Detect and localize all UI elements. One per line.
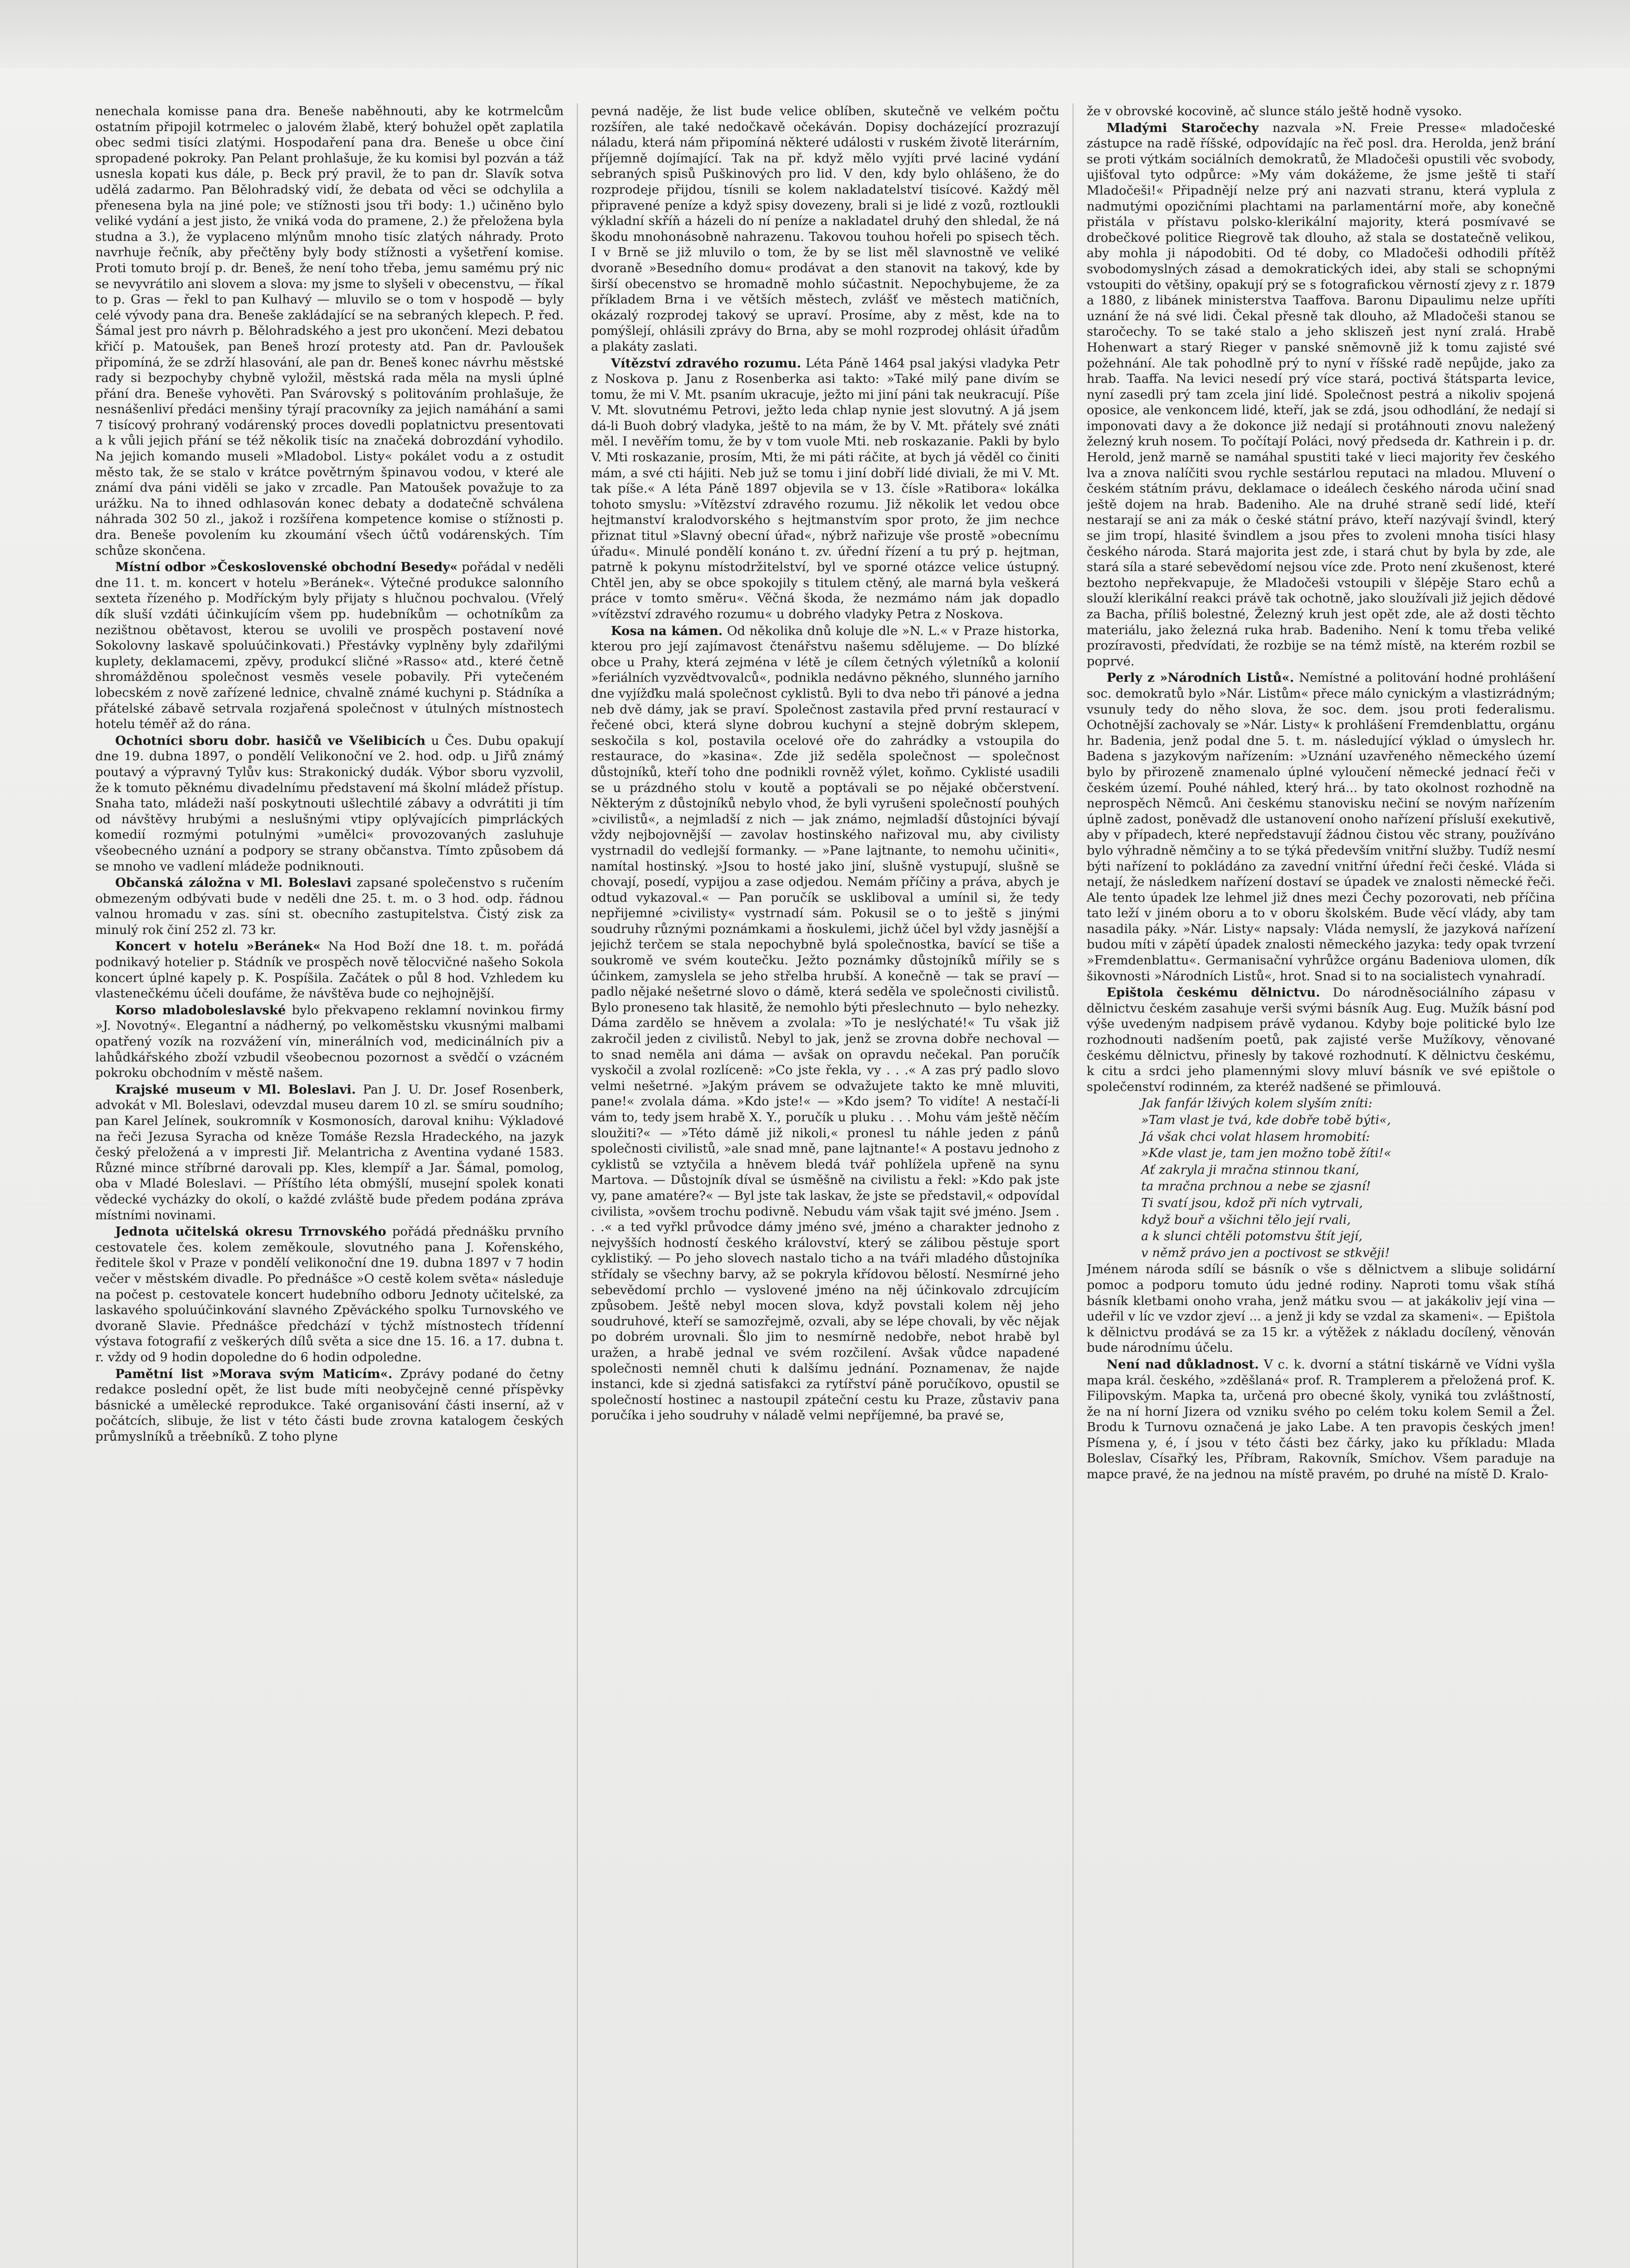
- poem-line: [1141, 1112, 1555, 1128]
- poem-line: [1141, 1162, 1555, 1178]
- article-text: Do národněsociálního zápasu v dělnictvu českém zasahuje verši svými básník Aug. Eug. Mužík básní pod výše uvedeným nadpisem právě vydanou. Kdyby boje politické bylo lze rozhodnouti nadšením poetů, pak zajisté verše Mužíkovy, věnované českému dělnictvu, přinesly by takové rozhodnutí. K dělnictvu českému, k citu a srdci jeho plamennými slovy mluví básník ve své epištole o společenství rodinném, za kteréž nadšené se přimlouvá.: [1087, 985, 1555, 1094]
- article-text: když bouř a všichni tělo její rvali,: [1141, 1212, 1351, 1227]
- article-paragraph: [95, 733, 564, 874]
- poem-line: [1141, 1129, 1555, 1145]
- article-paragraph: [95, 559, 564, 732]
- article-text: pořádá přednášku prvního cestovatele čes. kolem zeměkoule, slovutného pana J. Kořenského, ředitele škol v Praze v pondělí velikonoční dne 19. dubna 1897 v 7 hodin večer v městském divadle. Po přednášce »O cestě kolem světa« následuje na počest p. cestovatele koncert hudebního odboru Jednoty učitelské, za laskavého spoluúčinkování slavného Zpěváckého spolku Turnovského ve dvoraně Slavie. Přednášce předchází v týchž místnostech třídenní výstava fotografií z veškerých dílů světa a sice dne 15. 16. a 17. dubna t. r. vždy od 9 hodin dopoledne do 6 hodin odpoledne.: [95, 1224, 564, 1364]
- article-text: pořádal v neděli dne 11. t. m. koncert v hotelu »Beránek«. Výtečné produkce salonního sexteta řízeného p. Modříckým byly přijaty s hlučnou pochvalou. (Vřelý dík sluší vzdáti účinkujícím všem pp. hudebníkům — ochotníkům za nezištnou obětavost, kterou se uvolili ve prospěch postavení nové Sokolovny laskavě spoluúčinkovati.) Přestávky vyplněny byly zdařilými kuplety, deklamacemi, zpěvy, produkcí sličné »Rasso« atd., které četně shromážděnou společnost vesměs vesele pobavily. Při vytečeném lobecském z nově zařízené lednice, chvalně známé kuchyni p. Stádníka a přátelské zábavě setrvala rozjařená společnost v útulných místnostech hotelu téměř až do rána.: [95, 560, 564, 732]
- column-divider: [1073, 103, 1074, 2268]
- poem-line: [1141, 1212, 1555, 1228]
- article-text: »Tam vlast je tvá, kde dobře tobě býti«,: [1141, 1113, 1391, 1127]
- article-heading: Není nad důkladnost.: [1107, 1357, 1259, 1372]
- poem-line: [1141, 1178, 1555, 1194]
- article-paragraph: [95, 1082, 564, 1223]
- poem-line: [1141, 1245, 1555, 1261]
- article-text: Od několika dnů koluje dle »N. L.« v Praze historka, kterou pro její zajímavost čtenářstvu našemu sdělujeme. — Do blízké obce u Prahy, která zejména v létě je cílem četných výletníků a kolonií »feriálních vyzvědtvovalců«, podnikla nedávno pěkného, slunného jarního dne vyjížďku malá společnost cyklistů. Byli to dva nebo tři pánové a jedna neb dvě dámy, jak se praví. Společnost zastavila před první restaurací v řečené obci, která slyne dobrou kuchyní a stejně dobrým sklepem, seskočila s kol, postavila ocelové oře do zahrádky a vstoupila do restaurace, do »kasina«. Zde již seděla společnost — společnost důstojníků, kteří toho dne podnikli rovněž výlet, koňmo. Cyklisté usadili se u prázdného stolu v koutě a poptávali se po nějaké občerstvení. Některým z důstojníků nebylo vhod, že byli vyrušeni společností pouhých »civilistů«, a nejmladší z nich — jak známo, nejmladší důstojníci bývají vždy nejbojovnější — zavolav hostinského nařizoval mu, aby civilisty vystrnadil do vedlejší formanky. — »Pane lajtnante, to nemohu učiniti«, namítal hostinský. »Jsou to hosté jako jiní, slušně vystupují, slušně se chovají, posedí, vypijou a zase odjedou. Nemám příčiny a práva, abych je odtud vykazoval.« — Pan poručík se uskliboval a umínil si, že tedy nepřijemné »civilisty« vystrnadí sám. Pokusil se o to ještě s jinými soudruhy různými poznámkami a ňoskulemi, jichž účel byl vždy jasnější a jejichž terčem se stala nepochybně bylá společnostka, bavící se tiše a soukromě ve svém koutečku. Ježto poznámky důstojníků mířily se s účinkem, zamyslela se jeho střelba hrubší. A konečně — tak se praví — padlo nějaké nešetrné slovo o dámě, která seděla ve společnosti civilistů. Bylo proneseno tak hlasitě, že nemohlo býti přeslechnuto — bylo nehezky. Dáma zardělo se hněvem a zvolala: »To je neslýchaté!« Tu však již zakročil jeden z civilistů. Nebyl to jak, jenž se zrovna dobře nechoval — to snad neměla ani dáma — avšak on opravdu nečekal. Pan poručík vyskočil a zvolal rozlíceně: »Co jste řekla, vy . . .« A zas prý padlo slovo velmi nešetrné. »Jakým právem se odvažujete takto ke mně mluviti, pane!« zvolala dáma. »Kdo jste!« — »Kdo jsem? To vidíte! A nestačí-li vám to, tedy jsem hrabě X. Y., poručík u pluku . . . Mohu vám ještě něčím sloužiti?« — »Této dámě již nikoli,« pronesl tu náhle jeden z pánů společnosti civilistů, »ale snad mně, pane lajtnante!« A postavu jednoho z cyklistů se vztyčila a hněvem bledá tvář pohlížela upřeně na synu Martova. — Důstojník díval se úsměšně na civilistu a řekl: »Kdo pak jste vy, pane amatére?« — Byl jste tak laskav, že jste se představil,« odpovídal civilista, »ovšem trochu podivně. Nebudu vám však tajit své jméno. Jsem . . .« a ted vyřkl průvodce dámy jméno své, jméno a charakter jednoho z nejvyšších hodností českého království, který se zálibou pěstuje sport cyklistiký. — Po jeho slovech nastalo ticho a na tváři mladého důstojníka střídaly se všechny barvy, až se pokryla křídovou bělostí. Nesmírné jeho sebevědomí prchlo — vyslovené jméno na něj účinkovalo zdrcujícím způsobem. Ještě nebyl mocen slova, když povstali kolem něj jeho soudruhové, kteří se samozřejmě, ozvali, aby se lépe chovali, by věc nějak po dobrém urovnali. Šlo jim to nesmírně nedobře, nebot hrabě byl uražen, a hrabě jednal ve svém rozčilení. Avšak vůdce napadené společnosti nemněl chuti k dalšímu jednání. Poznamenav, že najde instanci, kde si zjedná satisfakci za rytířství páně poručíkovo, opustil se společností hostinec a nastoupil zpáteční cestu ku Praze, zůstaviv pana poručíka i jeho soudruhy v náladě velmi nepříjemné, ba pravé se,: [591, 623, 1059, 1423]
- article-text: Já však chci volat hlasem hromobití:: [1141, 1129, 1370, 1144]
- article-text: ta mračna prchnou a nebe se zjasní!: [1141, 1179, 1371, 1194]
- article-heading: Místní odbor »Československé obchodní Besedy«: [115, 560, 458, 575]
- article-text: že v obrovské kocovině, ač slunce stálo ještě hodně vysoko.: [1087, 104, 1462, 118]
- article-heading: Vítězství zdravého rozumu.: [611, 356, 801, 371]
- article-paragraph: [1087, 1357, 1555, 1482]
- article-paragraph: [1087, 670, 1555, 984]
- column-left: [95, 103, 564, 2268]
- poem-line: [1141, 1228, 1555, 1244]
- article-paragraph: [591, 356, 1059, 622]
- article-paragraph: [95, 1366, 564, 1445]
- article-heading: Občanská záložna v Ml. Boleslavi: [115, 875, 352, 890]
- article-heading: Jednota učitelská okresu Trrnovského: [115, 1224, 386, 1239]
- article-heading: Korso mladoboleslavské: [115, 1002, 286, 1017]
- article-paragraph: [591, 103, 1059, 355]
- article-paragraph: [1087, 120, 1555, 670]
- article-heading: Mladými Staročechy: [1107, 120, 1259, 135]
- article-text: u Čes. Dubu opakují dne 19. dubna 1897, o pondělí Velikonoční ve 2. hod. odp. u Jiřů známý poutavý a výpravný Tylův kus: Strakonický dudák. Výbor sboru vyzvolil, že k tomuto pěknému divadelnímu představení má školní mládež přístup. Snaha tato, mládeži naší poskytnouti ušlechtilé zábavy a odvrátiti ji tím od návštěvy hrubými a neslušnými vtipy oplývajících pimprláckých komedií rozmými potulnými »umělci« provozovaných zasluhuje všeobecného uznání a podpory se strany občanstva. Tímto způsobem dá se mnoho ve vadlení mládeže podniknouti.: [95, 733, 564, 874]
- page-top-edge: [0, 0, 1630, 68]
- article-heading: Epištola českému dělnictvu.: [1107, 985, 1320, 1000]
- text-columns: [95, 103, 1556, 2268]
- article-paragraph: [95, 1002, 564, 1081]
- article-text: a k slunci chtěli potomstvu štít její,: [1141, 1229, 1363, 1244]
- article-text: nenechala komisse pana dra. Beneše naběhnouti, aby ke kotrmelcům ostatním připojil kotrmelec o jalovém žlabě, který bohužel opět zaplatila obec sedmi tisíci zlatými. Hospodaření pana dra. Beneše u obce činí spropadené pokroky. Pan Pelant prohlašuje, že ku komisi byl pozván a táž usnesla kopati kus dále, p. Beck prý pravil, že to pan dr. Slavík sotva udělá zadarmo. Pan Bělohradský vidí, že debata od věci se odchylila a přenesena byla na jiné pole; ve stížnosti jsou tři body: 1.) učiněno bylo veliké vydání a jest jisto, že vniká voda do pramene, 2.) že přeložena byla studna a 3.), že vyplaceno mlýnům mnoho tisíc zlatých náhrady. Proto navrhuje řečník, aby přečtěny byly body stížnosti a vyšetření komise. Proti tomuto brojí p. dr. Beneš, že není toho třeba, jemu samému prý nic se nevyvrátilo ani slovem a slova: my jsme to slyšeli v obecenstvu, — říkal to p. Gras — řekl to pan Kulhavý — mluvilo se o tom v hospodě — byly celé vývody pana dra. Beneše zakládající se na sebraných klepech. P. řed. Šámal jest pro návrh p. Bělohradského a jest pro ukončení. Mezi debatou křičí p. Matoušek, pan Beneš hrozí protesty atd. Pan dr. Pavloušek připomíná, že se zdrží hlasování, ale pan dr. Beneš konec návrhu městské rady si bezpochyby chybně vyložil, městská rada měla na mysli úplné přání dra. Beneše vyhověti. Pan Svárovský s politováním prohlašuje, že nesnášenliví předáci menšiny týrají pracovníky za jejich namáhání a sami 7 tisícový prohraný vodárenský proces dovedli poplatnictvu presentovati a k vůli jejich přání se též několik tisíc na značeká dobrozdání vyhodilo. Na jejich komando museli »Mladobol. Listy« pokálet vodu a z ostudit město tak, že se stalo v krátce povětrným špinavou vodou, v které ale známí dva páni viděli se jako v zrcadle. Pan Matoušek považuje to za urážku. Na to ihned odhlasován konec debaty a dodatečně schválena náhrada 302 50 zl., jakož i rozšířena kompetence komise o stížnosti p. dra. Beneše povolením ku zkoumání všech účtů vodárenských. Tím schůze skončena.: [95, 104, 564, 558]
- article-text: v němž právo jen a poctivost se stkvěji!: [1141, 1245, 1390, 1260]
- poem-line: [1141, 1145, 1555, 1161]
- article-paragraph: [1087, 985, 1555, 1095]
- poem-line: [1141, 1095, 1555, 1111]
- article-text: Ať zakryla ji mračna stinnou tkaní,: [1141, 1162, 1360, 1177]
- article-paragraph: [1087, 103, 1555, 119]
- article-text: zapsané společenstvo s ručením obmezeným odbývati bude v neděli dne 25. t. m. o 3 hod. odp. řádnou valnou hromadu v zas. síni st. obecního zastupitelstva. Čistý zisk za minulý rok činí 252 zl. 73 kr.: [95, 875, 564, 937]
- article-text: Nemístné a politování hodné prohlášení soc. demokratů bylo »Nár. Listům« přece málo cynickým a vlastizrádným; vsunuly tedy do něho slova, že soc. dem. jsou proti federalismu. Ochotnější zachovaly se »Nár. Listy« k prohlášení Fremdenblattu, orgánu hr. Badenia, jenž podal dne 5. t. m. následující výklad o úmyslech hr. Badena s jazykovým nařízením: »Uznání uzavřeného německého území bylo by přirozeně znamenalo úplné vyloučení německé jednací řeči v českém území. Pouhé náhled, který hrá... by tato okolnost rozhodně na neprospěch Němců. Ani českému stanovisku nečiní se novým nařízením úplně zadost, poněvadž dle ustanovení onoho nařízení přísluší exekutivě, aby v případech, které nepředstavují žádnou čistou věc strany, používáno bylo výhradně němčiny a to se týká především vnitřní služby. Tudíž nesmí býti nařízení to pokládáno za zavední vnitřní úřední řeči české. Vláda si netají, že následkem nařízení dostaví se úpadek ve znalosti německé řeči. Ale tento úpadek lze lehmel již dnes mezi Čechy pozorovati, neb příčina tato leží v jiném oboru a to v oboru školském. Bude věcí vlády, aby tam nasadila páky. »Nár. Listy« napsaly: Vláda nemyslí, že jazyková nařízení budou míti v zápětí úpadek znalosti německého jazyka: tedy opak tvrzení »Fremdenblattu«. Germanisační vyhrůžce orgánu Badeniova ulomen, dík šikovnosti »Národních Listů«, hrot. Snad si to na socialistech vynahradí.: [1087, 670, 1555, 983]
- article-text: Pan J. U. Dr. Josef Rosenberk, advokát v Ml. Boleslavi, odevzdal museu darem 10 zl. se smíru soudního; pan Karel Jelínek, soukromník v Kosmonosích, daroval knihu: Výkladové na řeči Jezusa Syracha od kněze Tomáše Rezsla Hradeckého, na jazyk český přeložená a v impresti Jiř. Melantricha z Aventina vydané 1583. Různé mince stříbrné darovali pp. Kles, klempíř a Jar. Šámal, pomolog, oba v Mladé Boleslavi. — Příštího léta obmýšlí, musejní spolek konati vědecké vycházky do okolí, o každé zvláště bude předem podána zpráva místními novinami.: [95, 1082, 564, 1222]
- article-text: Zprávy podané do četny redakce poslední opět, že list bude míti neobyčejně cenné příspěvky básnické a umělecké reprodukce. Také organisování části inserní, až v počátcích, slibuje, že list v této části bude zrovna katalogem českých průmyslníků a trěebníků. Z toho plyne: [95, 1366, 564, 1444]
- article-heading: Pamětní list »Morava svým Maticím«.: [115, 1366, 393, 1381]
- article-paragraph: [95, 103, 564, 558]
- article-text: Léta Páně 1464 psal jakýsi vladyka Petr z Noskova p. Janu z Rosenberka asi takto: »Také milý pane divím se tomu, že mi V. Mt. psaním ukracuje, ježto mi jiní páni tak neukracují. Píše V. Mt. slovutnému Petrovi, ježto leda chlap nynie jest slovutný. A já jsem dá-li Buoh dobrý vladyka, ještě to na mám, že by V. Mt. přátely své znáti měl. I nevěřím tomu, že by v tom vuole Mti. neb roskazanie. Pakli by bylo V. Mti roskazanie, prosím, Mti, že mi páti ráčite, at bych já věděl co činiti mám, a své cti hájiti. Neb juž se tomu i jiní dobří lidé diviali, že mi V. Mt. tak píše.« A léta Páně 1897 objevila se v 13. čísle »Ratibora« lokálka tohoto smyslu: »Vítězství zdravého rozumu. Již několik let vedou obce hejtmanství kralodvorského s hejtmanstvím spor proto, že jim nechce přiznat titul »Slavný obecní úřad«, nýbrž nařizuje vše prostě »obecnímu úřadu«. Minulé pondělí konáno t. zv. úřední řízení a tu prý p. hejtman, patrně k pokynu místodržitelství, byl ve sporné otázce velice ústupný. Chtěl jen, aby se obce spokojily s titulem ctěný, ale marná byla veškerá práce v tomto směru«. Věčná škoda, že nezmámo nám jak dopadlo »vítězství zdravého rozumu« u dobrého vladyky Petra z Noskova.: [591, 356, 1059, 621]
- article-text: V c. k. dvorní a státní tiskárně ve Vídni vyšla mapa král. českého, »zděšlaná« prof. R. Tramplerem a přeložená prof. K. Filipovským. Mapka ta, určená pro obecné školy, vyniká tou zvláštností, že na ní horní Jizera od vzniku svého po celém toku kolem Semil a Žel. Brodu k Turnovu označená je jako Labe. A ten pravopis českých jmen! Písmena y, é, í jsou v této části bez čárky, jako ku příkladu: Mlada Boleslav, Císařký les, Příbram, Rakovník, Smíchov. Všem paraduje na mapce pravé, že na jednou na místě pravém, po druhé na místě D. Kralo-: [1087, 1357, 1555, 1482]
- article-paragraph: [95, 938, 564, 1001]
- article-text: Jak fanfár lživých kolem slyším zníti:: [1141, 1096, 1372, 1111]
- article-text: »Kde vlast je, tam jen možno tobě žíti!«: [1141, 1146, 1391, 1161]
- article-text: pevná naděje, že list bude velice oblíben, skutečně ve velkém počtu rozšířen, ale také nedočkavě očekáván. Dopisy docházející prozrazují náladu, která nám připomíná některé události v ruském životě literárním, příjemně dojímající. Tak na př. když mělo vyjíti prvé laciné vydání sebraných spisů Puškinových pro lid. V den, kdy bylo ohlášeno, že do rozprodeje přijdou, tísnili se kolem nakladatelství tisícové. Každý měl připravené peníze a když spisy dovezeny, brali si je lidé z vozů, roztloukli výkladní skříň a házeli do ní peníze a nakladatel druhý den shledal, že ná škodu mnohonásobně nahrazenu. Takovou touhou hořeli po spisech těch. I v Brně se již mluvilo o tom, že by se list měl slavnostně ve veliké dvoraně »Besedního domu« prodávat a den stanovit na takový, kde by širší obecenstvo se hromadně mohlo súčastnit. Nepochybujeme, že za příkladem Brna i ve větších městech, zvlášť ve městech matičních, okázalý rozprodej takový se upraví. Prosíme, aby z měst, kde na to pomýšlejí, ohlásili zprávy do Brna, aby se mohl rozprodej ohlásit úřadům a plakáty zaslati.: [591, 104, 1059, 354]
- article-text: Na Hod Boží dne 18. t. m. pořádá podnikavý hotelier p. Stádník ve prospěch nově tělocvičné našeho Sokola koncert úplné kapely p. K. Pospíšila. Začátek o půl 8 hod. Vzhledem ku vlastenečkému účeli doufáme, že návštěva bude co nejhojnější.: [95, 939, 564, 1001]
- article-heading: Krajské museum v Ml. Boleslavi.: [115, 1082, 356, 1097]
- column-middle: [591, 103, 1059, 2268]
- article-text: Jménem národa sdílí se básník o vše s dělnictvem a slibuje solidární pomoc a podporu tomuto údu jedné rodiny. Naproti tomu však stíhá básník kletbami onoho vraha, jenž mátku svou — at jakákoliv její vina — udeřil v líc ve vzdor zjeví ... a jenž ji kdy se vzdal za skameni«. — Epištola k dělnictvu prodává se za 15 kr. a výtěžek z nákladu docílený, věnován bude národnímu účelu.: [1087, 1262, 1555, 1355]
- article-heading: Ochotníci sboru dobr. hasičů ve Všelibicích: [115, 733, 426, 748]
- article-text: Ti svatí jsou, kdož při ních vytrvali,: [1141, 1195, 1363, 1210]
- article-text: nazvala »N. Freie Presse« mladočeské zástupce na radě říšské, odpovídajíc na řeč posl. dra. Herolda, jenž brání se proti výtkám sociálních demokratů, že Mladočeši opustili věc svobody, ujišťoval tyto odpůrce: »My vám dokážeme, že jsme ještě ti staří Mladočeši!« Připadnějí nelze prý ani nazvati stranu, která vyplula z nadmutými opozičními plachtami na parlamentární moře, aby konečně přistála v přístavu polsko-klerikální majority, která posmívavé se drobečkové politice Riegrově tak dlouho, až stala se dostatečně velikou, aby mohla ji nápodobiti. Od té doby, co Mladočeši odhodili přítěž svobodomyslných zásad a demokratických idei, aby stali se schopnými vstoupiti do většiny, opakují prý se s fotografickou věrností zjevy z r. 1879 a 1880, z libánek ministerstva Taaffova. Baronu Dipaulimu nelze upříti uznání že ná své lidi. Čekal přesně tak dlouho, až Mladočeši stanou se staročechy. To se také stalo a jeho skliszeň jest nyní zralá. Hrabě Hohenwart a starý Rieger v panské sněmovně již k tomu zajisté své požehnání. Ale tak pohodlně prý to nyní v říšské radě nepůjde, jako za hrab. Taaffa. Na levici nesedí prý více stará, poctivá štátsparta levice, nyní zasedli prý tam zcela jiní lidé. Společnost pestrá a nikoliv spojená oposice, ale venkoncem lidé, kteří, jak se zdá, jsou odhodlání, že nedají si imponovati davy a že dokonce již nedají si protáhnouti znovu naležený železný kruh nosem. To počítají Poláci, nový předseda dr. Kathrein i p. dr. Herold, jenž marně se namáhal spustiti také v lieci majority řev českého lva a znova nalíčiti svou rychle sestárlou reputaci na mladou. Mluvení o českém státním právu, deklamace o ideálech českého národa učiní snad ještě dojem na hrab. Badeniho. Ale na druhé straně sedí lidé, kteří nestarají se ani za mák o české státní právo, kteří nazývají švindl, který se jim tropí, hlasité švindlem a jsou přes to zvoleni mnoha tisíci hlasy českého národa. Stará majorita jest zde, i stará chut by byla by zde, ale stará síla a staré sebevědomí nejsou více zde. Proto není zkušenost, které beztoho nepřekvapuje, že Mladočeši vstoupili v šlépěje Staro echů a slouží klerikální reakci právě tak ochotně, jako sloužívali již jejich dědové za Bacha, příliš bolestné, Železný kruh jest opět zde, ale až dosti těchto materiálu, jako železná ruka hrab. Badeniho. Není k tomu třeba veliké prozíravosti, předvídati, že rozbije se na témž místě, na kterém rozbil se poprvé.: [1087, 120, 1555, 669]
- article-paragraph: [591, 623, 1059, 1423]
- column-right: [1087, 103, 1555, 2268]
- article-heading: Perly z »Národních Listů«.: [1107, 670, 1294, 685]
- article-paragraph: [95, 1224, 564, 1365]
- column-divider: [577, 103, 578, 2268]
- article-paragraph: [1087, 1261, 1555, 1356]
- article-paragraph: [95, 875, 564, 938]
- article-text: bylo překvapeno reklamní novinkou firmy »J. Novotný«. Elegantní a nádherný, po velkoměstsku vkusnými malbami opatřený vozík na rozvážení vín, minerálních vod, medicinálních piv a lahůdkářského zboží vzbudil všeobecnou pozornost a svědčí o vzácném pokroku obchodním v městě našem.: [95, 1002, 564, 1080]
- article-heading: Koncert v hotelu »Beránek«: [115, 939, 321, 954]
- poem-line: [1141, 1195, 1555, 1211]
- article-heading: Kosa na kámen.: [611, 623, 723, 638]
